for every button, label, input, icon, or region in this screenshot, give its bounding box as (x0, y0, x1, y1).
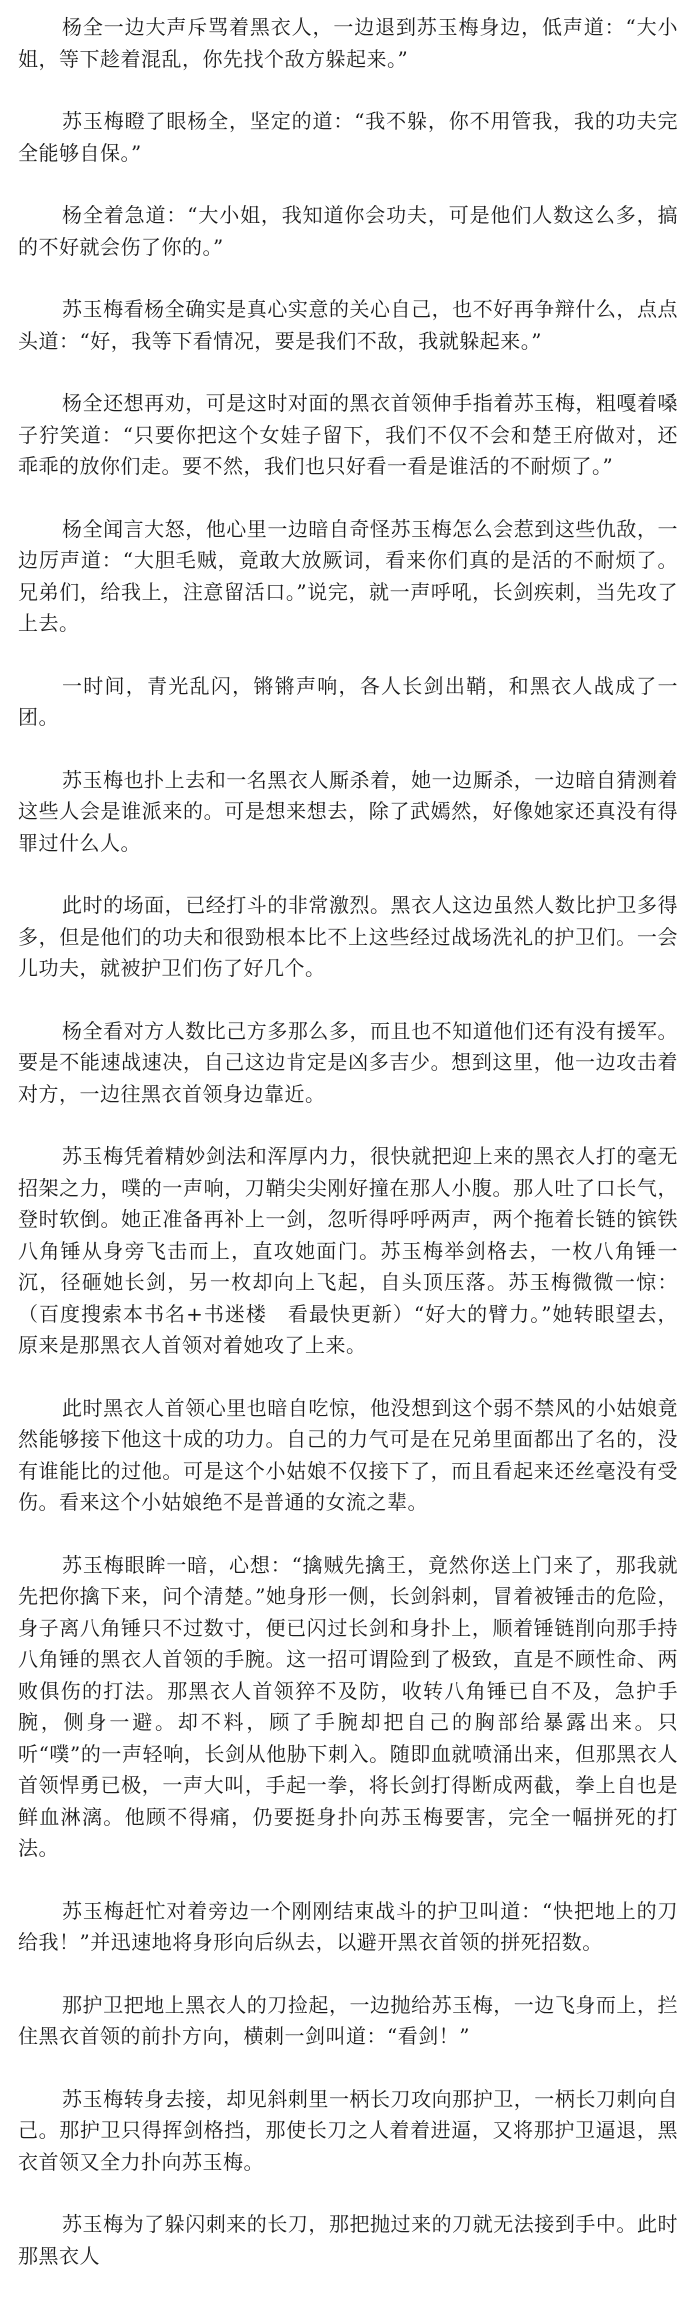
paragraph: 此时的场面，已经打斗的非常激烈。黑衣人这边虽然人数比护卫多得多，但是他们的功夫和很勁根本比不上这些经过战场洗礼的护卫们。一会儿功夫，就被护卫们伤了好几个。 (18, 893, 678, 980)
paragraph: 苏玉梅凭着精妙剑法和浑厚内力，很快就把迎上来的黑衣人打的毫无招架之力，噗的一声响，刀鞘尖尖刚好撞在那人小腹。那人吐了口长气，登时软倒。她正准备再补上一剑，忽听得呼呼两声，两个拖着长链的镔铁八角锤从身旁飞击而上，直攻她面门。苏玉梅举剑格去，一枚八角锤一沉，径砸她长剑，另一枚却向上飞起，自头顶压落。苏玉梅微微一惊：（百度搜索本书名+书迷楼 看最快更新）“好大的臂力。”她转眼望去，原来是那黑衣人首领对着她攻了上来。 (18, 1144, 678, 1357)
paragraph: 苏玉梅看杨全确实是真心实意的关心自己，也不好再争辩什么，点点头道：“好，我等下看情况，要是我们不敌，我就躲起来。” (18, 297, 678, 353)
paragraph: 一时间，青光乱闪，锵锵声响，各人长剑出鞘，和黑衣人战成了一团。 (18, 673, 678, 729)
paragraph: 杨全还想再劝，可是这时对面的黑衣首领伸手指着苏玉梅，粗嘎着嗓子狞笑道：“只要你把这个女娃子留下，我们不仅不会和楚王府做对，还乖乖的放你们走。要不然，我们也只好看一看是谁活的不耐烦了。” (18, 391, 678, 478)
paragraph: 杨全一边大声斥骂着黑衣人，一边退到苏玉梅身边，低声道：“大小姐，等下趁着混乱，你先找个敌方躲起来。” (18, 15, 678, 71)
paragraph: 苏玉梅也扑上去和一名黑衣人厮杀着，她一边厮杀，一边暗自猜测着这些人会是谁派来的。可是想来想去，除了武嫣然，好像她家还真没有得罪过什么人。 (18, 767, 678, 855)
paragraph: 苏玉梅转身去接，却见斜刺里一柄长刀攻向那护卫，一柄长刀刺向自己。那护卫只得挥剑格挡，那使长刀之人着着进逼，又将那护卫逼退，黑衣首领又全力扑向苏玉梅。 (18, 2086, 678, 2174)
paragraph: 苏玉梅赶忙对着旁边一个刚刚结束战斗的护卫叫道：“快把地上的刀给我！”并迅速地将身形向后纵去，以避开黑衣首领的拼死招数。 (18, 1898, 678, 1954)
paragraph: 苏玉梅瞪了眼杨全，坚定的道：“我不躲，你不用管我，我的功夫完全能够自保。” (18, 109, 678, 165)
paragraph: 杨全闻言大怒，他心里一边暗自奇怪苏玉梅怎么会惹到这些仇敌，一边厉声道：“大胆毛贼，竟敢大放厥词，看来你们真的是活的不耐烦了。兄弟们，给我上，注意留活口。”说完，就一声呼吼，长剑疾刺，当先攻了上去。 (18, 516, 678, 635)
paragraph: 此时黑衣人首领心里也暗自吃惊，他没想到这个弱不禁风的小姑娘竟然能够接下他这十成的功力。自己的力气可是在兄弟里面都出了名的，没有谁能比的过他。可是这个小姑娘不仅接下了，而且看起来还丝毫没有受伤。看来这个小姑娘绝不是普通的女流之辈。 (18, 1395, 678, 1514)
paragraph: 杨全看对方人数比己方多那么多，而且也不知道他们还有没有援军。要是不能速战速决，自己这边肯定是凶多吉少。想到这里，他一边攻击着对方，一边往黑衣首领身边靠近。 (18, 1018, 678, 1106)
paragraph: 那护卫把地上黑衣人的刀捡起，一边抛给苏玉梅，一边飞身而上，拦住黑衣首领的前扑方向，横刺一剑叫道：“看剑！” (18, 1992, 678, 2048)
paragraph: 杨全着急道：“大小姐，我知道你会功夫，可是他们人数这么多，搞的不好就会伤了你的。” (18, 203, 678, 259)
paragraph: 苏玉梅为了躲闪刺来的长刀，那把抛过来的刀就无法接到手中。此时那黑衣人 (18, 2212, 678, 2268)
paragraph: 苏玉梅眼眸一暗，心想：“擒贼先擒王，竟然你送上门来了，那我就先把你擒下来，问个清楚。”她身形一侧，长剑斜刺，冒着被锤击的危险，身子离八角锤只不过数寸，便已闪过长剑和身扑上，顺着锤链削向那手持八角锤的黑衣人首领的手腕。这一招可谓险到了极致，直是不顾性命、两败俱伤的打法。那黑衣人首领猝不及防，收转八角锤已自不及，急护手腕，侧身一避。却不料，顾了手腕却把自己的胸部给暴露出来。只听“噗”的一声轻响，长剑从他胁下刺入。随即血就喷涌出来，但那黑衣人首领悍勇已极，一声大叫，手起一拳，将长剑打得断成两截，拳上自也是鲜血淋漓。他顾不得痛，仍要挺身扑向苏玉梅要害，完全一幅拼死的打法。 (18, 1552, 678, 1860)
